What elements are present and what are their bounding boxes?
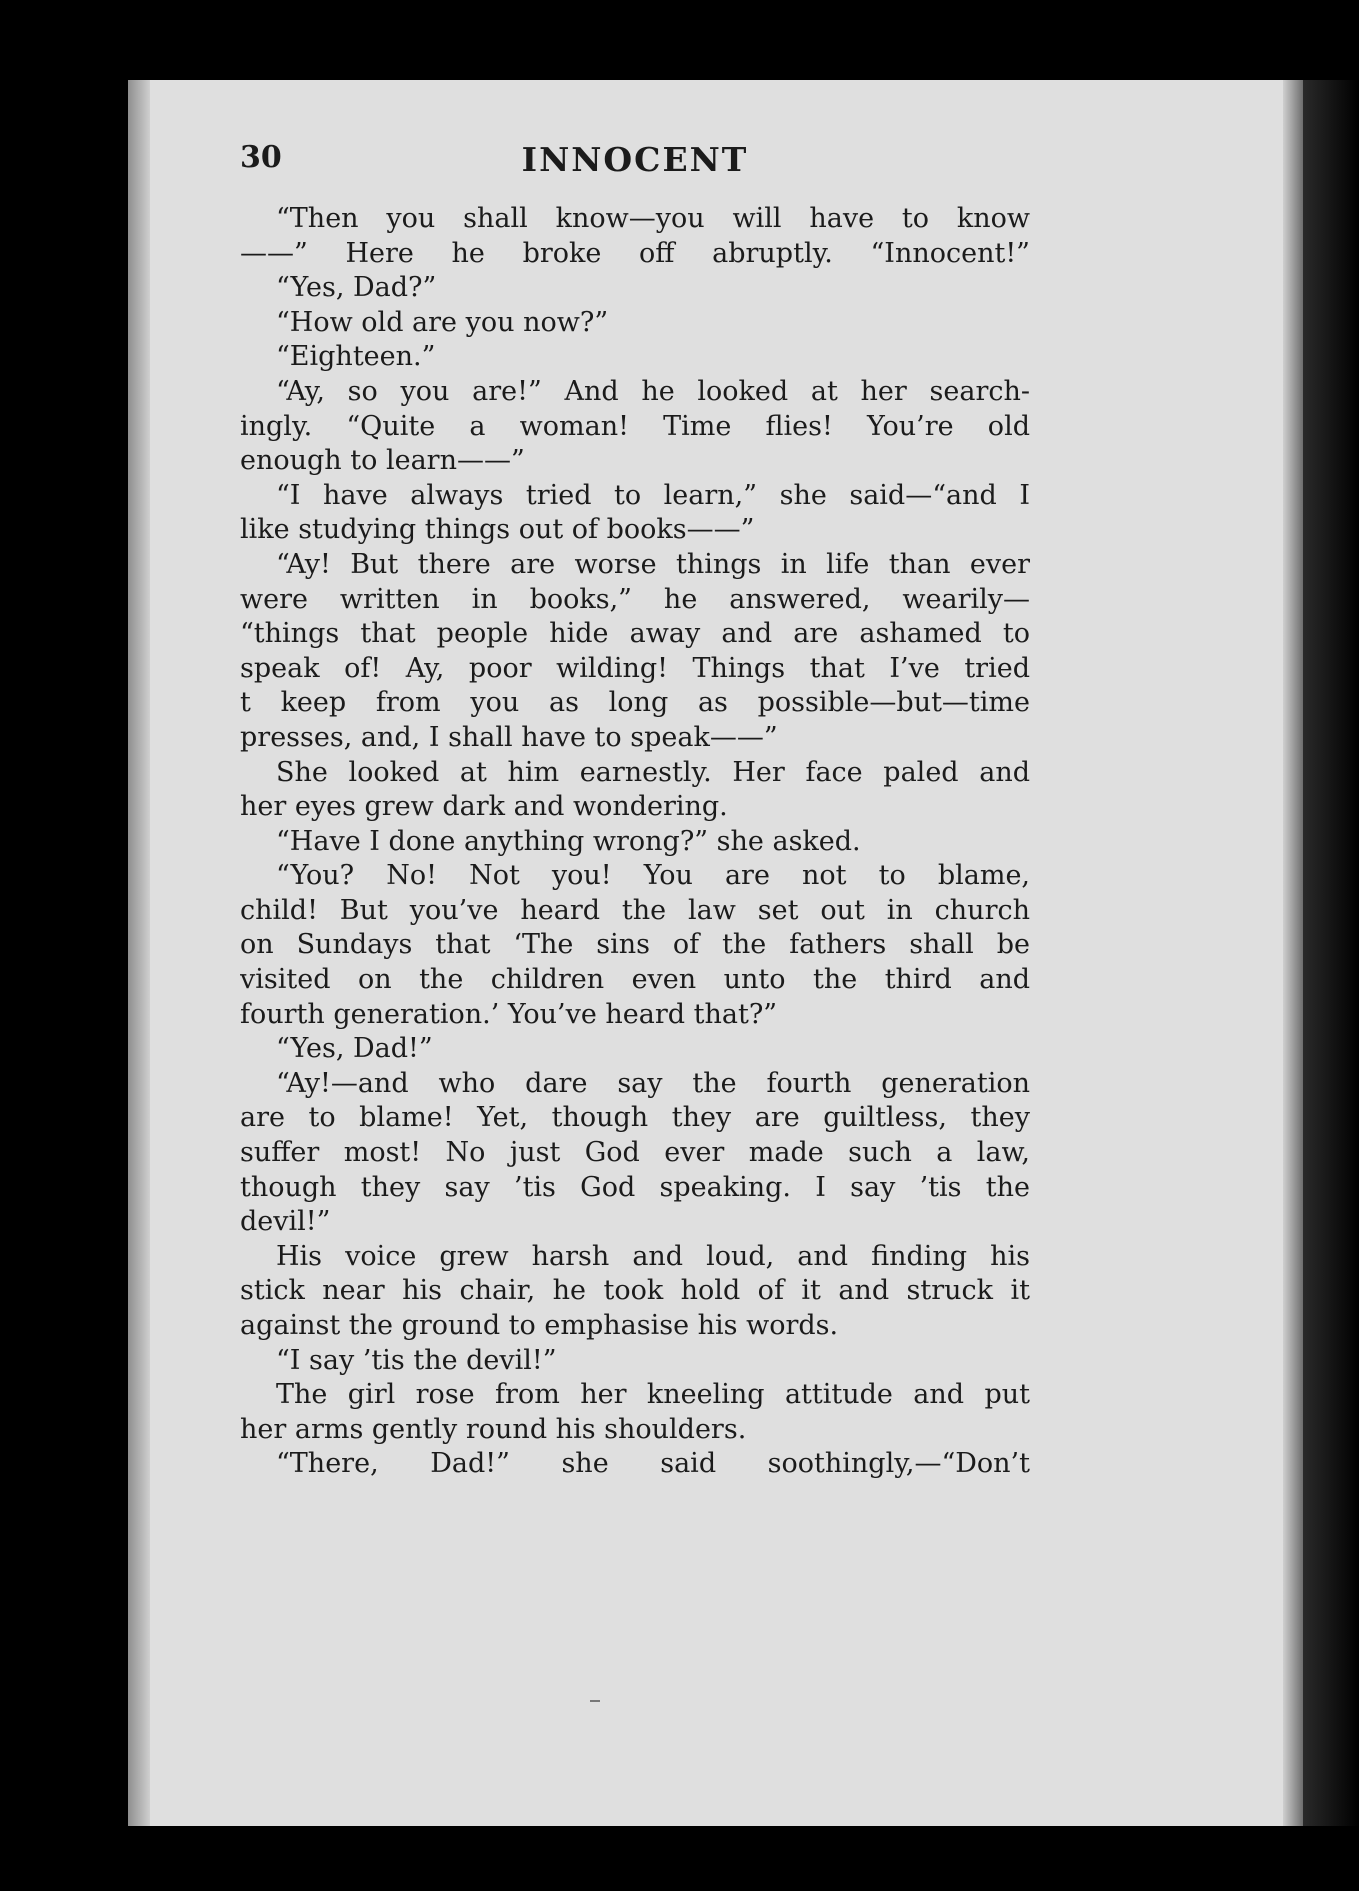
text-line: ——” Here he broke off abruptly. “Innocent!” (240, 237, 1030, 269)
footer-mark (590, 1700, 600, 1702)
page-number: 30 (240, 140, 282, 175)
text-line: “things that people hide away and are ashamed to (240, 618, 1030, 650)
text-line: The girl rose from her kneeling attitude and put (276, 1379, 1030, 1411)
body-text (240, 202, 1030, 1482)
text-line: enough to learn——” (240, 445, 525, 477)
text-line: fourth generation.’ You’ve heard that?” (240, 998, 778, 1030)
page-edge-left (128, 80, 150, 1826)
text-line: “Eighteen.” (276, 341, 436, 373)
text-line: “Have I done anything wrong?” she asked. (276, 825, 861, 857)
text-line: “Ay!—and who dare say the fourth generation (276, 1067, 1030, 1099)
text-line: visited on the children even unto the third and (240, 964, 1030, 996)
text-line: His voice grew harsh and loud, and finding his (276, 1240, 1030, 1272)
text-line: her arms gently round his shoulders. (240, 1413, 747, 1445)
text-line: stick near his chair, he took hold of it and struck it (240, 1275, 1030, 1307)
text-line: “Yes, Dad!” (276, 1033, 433, 1065)
text-line: child! But you’ve heard the law set out in church (240, 894, 1030, 926)
text-line: devil!” (240, 1206, 331, 1238)
text-line: “There, Dad!” she said soothingly,—“Don’t (276, 1448, 1030, 1480)
text-line: “Ay, so you are!” And he looked at her search- (276, 375, 1030, 407)
text-line: against the ground to emphasise his words. (240, 1310, 839, 1341)
text-line: “Yes, Dad?” (276, 272, 437, 304)
text-line: though they say ’tis God speaking. I say ’tis the (240, 1171, 1030, 1203)
text-line: are to blame! Yet, though they are guiltless, they (240, 1102, 1030, 1134)
text-line: “How old are you now?” (276, 306, 609, 338)
text-line: her eyes grew dark and wondering. (240, 791, 728, 823)
binding-shadow (1303, 80, 1359, 1826)
text-line: “I say ’tis the devil!” (276, 1344, 557, 1376)
text-line: speak of! Ay, poor wilding! Things that I’ve tried (240, 652, 1030, 684)
page-content (240, 140, 1030, 1482)
text-line: t keep from you as long as possible—but—time (240, 687, 1030, 719)
page-edge-right (1283, 80, 1303, 1826)
running-head (240, 140, 1030, 200)
text-line: presses, and, I shall have to speak——” (240, 721, 778, 753)
page-title: INNOCENT (521, 140, 749, 179)
text-line: were written in books,” he answered, wearily— (240, 583, 1030, 615)
text-line: “I have always tried to learn,” she said—“and I (276, 479, 1030, 511)
text-line: “Then you shall know—you will have to know (276, 203, 1030, 234)
text-line: like studying things out of books——” (240, 514, 755, 546)
text-line: suffer most! No just God ever made such a law, (240, 1137, 1030, 1169)
text-line: on Sundays that ‘The sins of the fathers shall be (240, 929, 1030, 961)
text-line: “You? No! Not you! You are not to blame, (276, 860, 1030, 892)
text-line: ingly. “Quite a woman! Time flies! You’re old (240, 410, 1030, 442)
text-line: She looked at him earnestly. Her face paled and (276, 756, 1030, 788)
text-line: “Ay! But there are worse things in life than ever (276, 548, 1030, 580)
